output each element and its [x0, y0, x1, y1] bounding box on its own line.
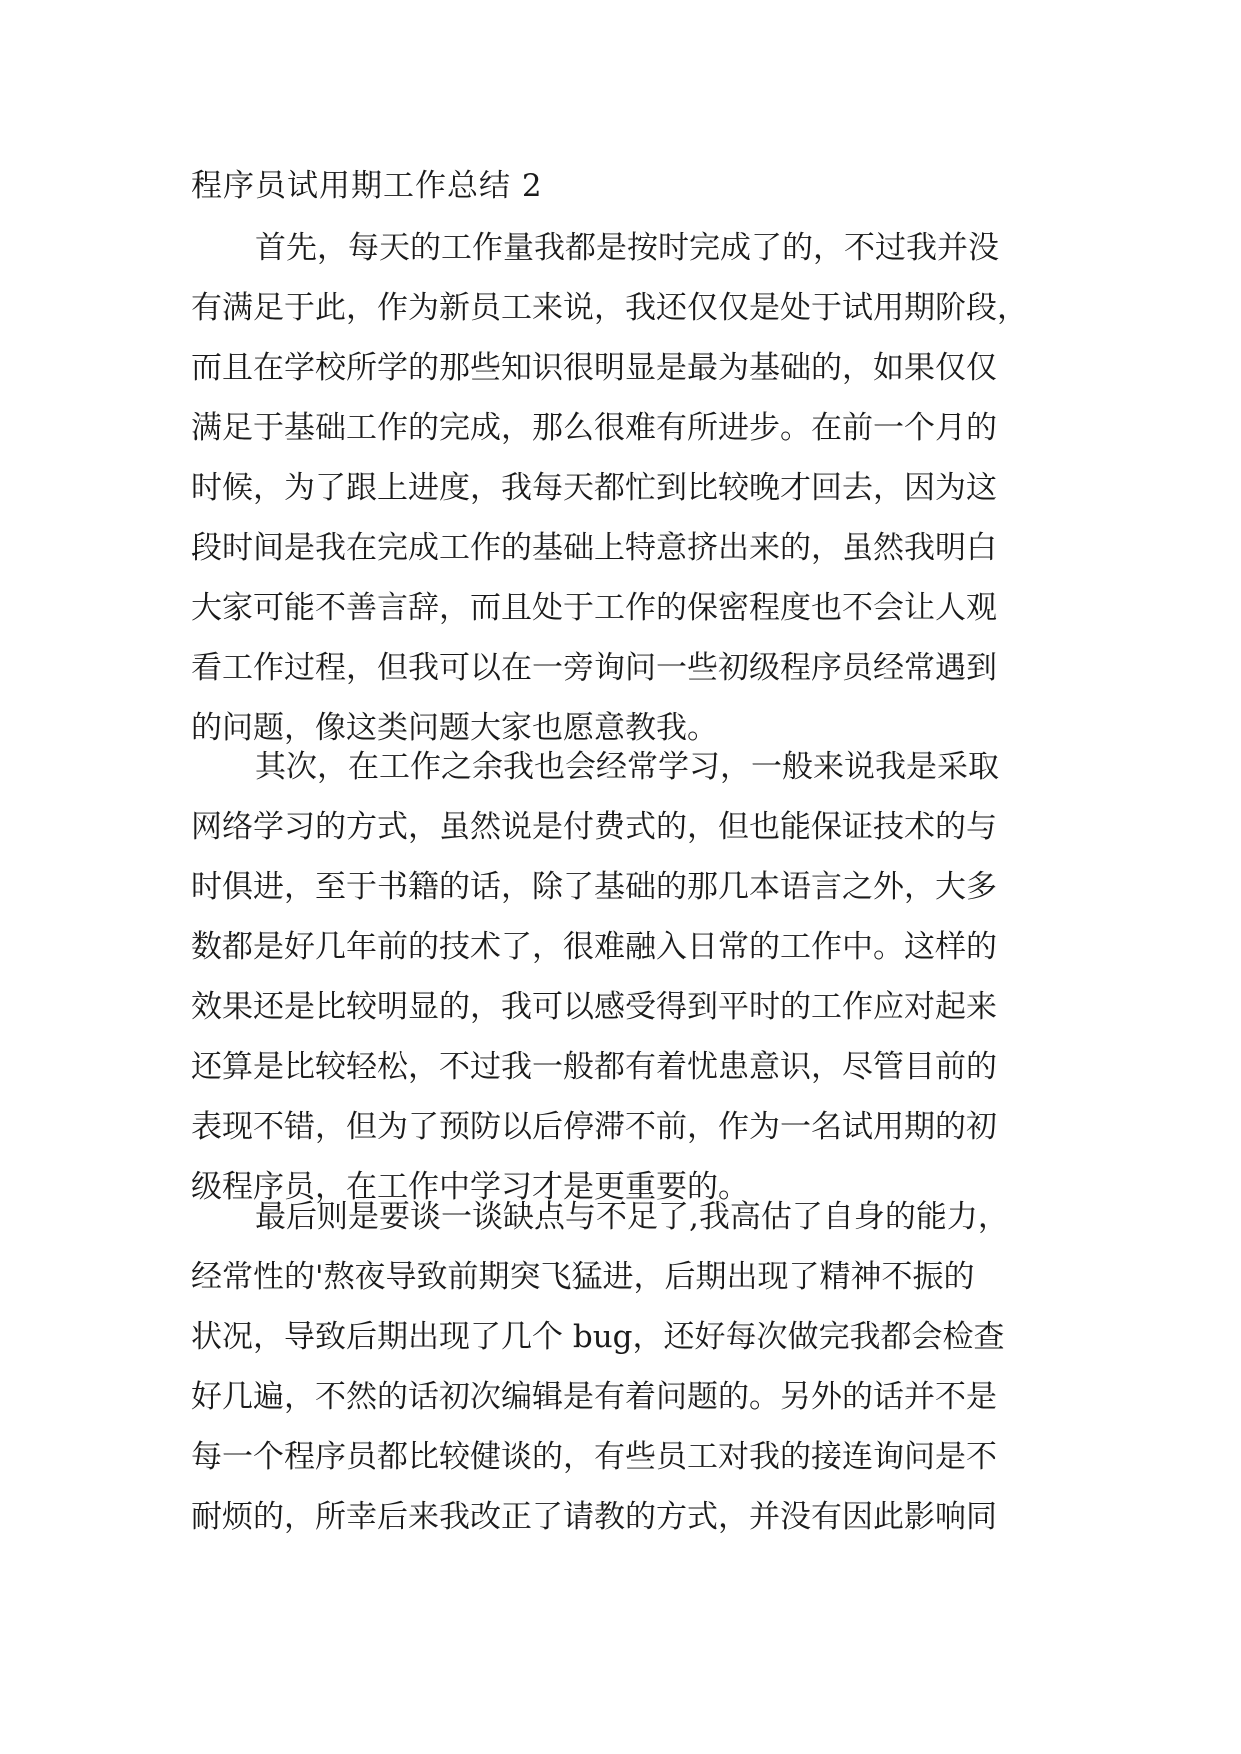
paragraph-line: 其次，在工作之余我也会经常学习，一般来说我是采取	[255, 749, 999, 785]
paragraph-line: 满足于基础工作的完成，那么很难有所进步。在前一个月的	[191, 410, 997, 446]
paragraph-line: 每一个程序员都比较健谈的，有些员工对我的接连询问是不	[191, 1439, 997, 1475]
paragraph-line: 耐烦的，所幸后来我改正了请教的方式，并没有因此影响同	[191, 1499, 997, 1535]
paragraph-line: 网络学习的方式，虽然说是付费式的，但也能保证技术的与	[191, 809, 997, 845]
paragraph-line: 经常性的'熬夜导致前期突飞猛进，后期出现了精神不振的	[191, 1259, 975, 1295]
paragraph-line: 级程序员，在工作中学习才是更重要的。	[191, 1169, 749, 1205]
paragraph-line: 效果还是比较明显的，我可以感受得到平时的工作应对起来	[191, 989, 997, 1025]
paragraph-line: 表现不错，但为了预防以后停滞不前，作为一名试用期的初	[191, 1109, 997, 1145]
paragraph-line: 大家可能不善言辞，而且处于工作的保密程度也不会让人观	[191, 590, 997, 626]
paragraph-line: 状况，导致后期出现了几个 bug，还好每次做完我都会检查	[191, 1319, 1005, 1355]
document-title: 程序员试用期工作总结 2	[191, 168, 543, 204]
paragraph-line: 好几遍，不然的话初次编辑是有着问题的。另外的话并不是	[191, 1379, 997, 1415]
paragraph-line: 的问题，像这类问题大家也愿意教我。	[191, 710, 718, 746]
paragraph-line: 有满足于此，作为新员工来说，我还仅仅是处于试用期阶段，	[191, 290, 1028, 326]
paragraph-2	[191, 737, 999, 1217]
paragraph-1	[191, 218, 1028, 758]
paragraph-line: 最后则是要谈一谈缺点与不足了,我高估了自身的能力，	[255, 1199, 1009, 1235]
paragraph-line: 看工作过程，但我可以在一旁询问一些初级程序员经常遇到	[191, 650, 997, 686]
paragraph-3	[191, 1187, 1009, 1547]
paragraph-line: 首先，每天的工作量我都是按时完成了的，不过我并没	[255, 230, 999, 266]
paragraph-line: 而且在学校所学的那些知识很明显是最为基础的，如果仅仅	[191, 350, 997, 386]
paragraph-line: 时俱进，至于书籍的话，除了基础的那几本语言之外，大多	[191, 869, 997, 905]
paragraph-line: 段时间是我在完成工作的基础上特意挤出来的，虽然我明白	[191, 530, 997, 566]
paragraph-line: 还算是比较轻松，不过我一般都有着忧患意识，尽管目前的	[191, 1049, 997, 1085]
paragraph-line: 时候，为了跟上进度，我每天都忙到比较晚才回去，因为这	[191, 470, 997, 506]
paragraph-line: 数都是好几年前的技术了，很难融入日常的工作中。这样的	[191, 929, 997, 965]
